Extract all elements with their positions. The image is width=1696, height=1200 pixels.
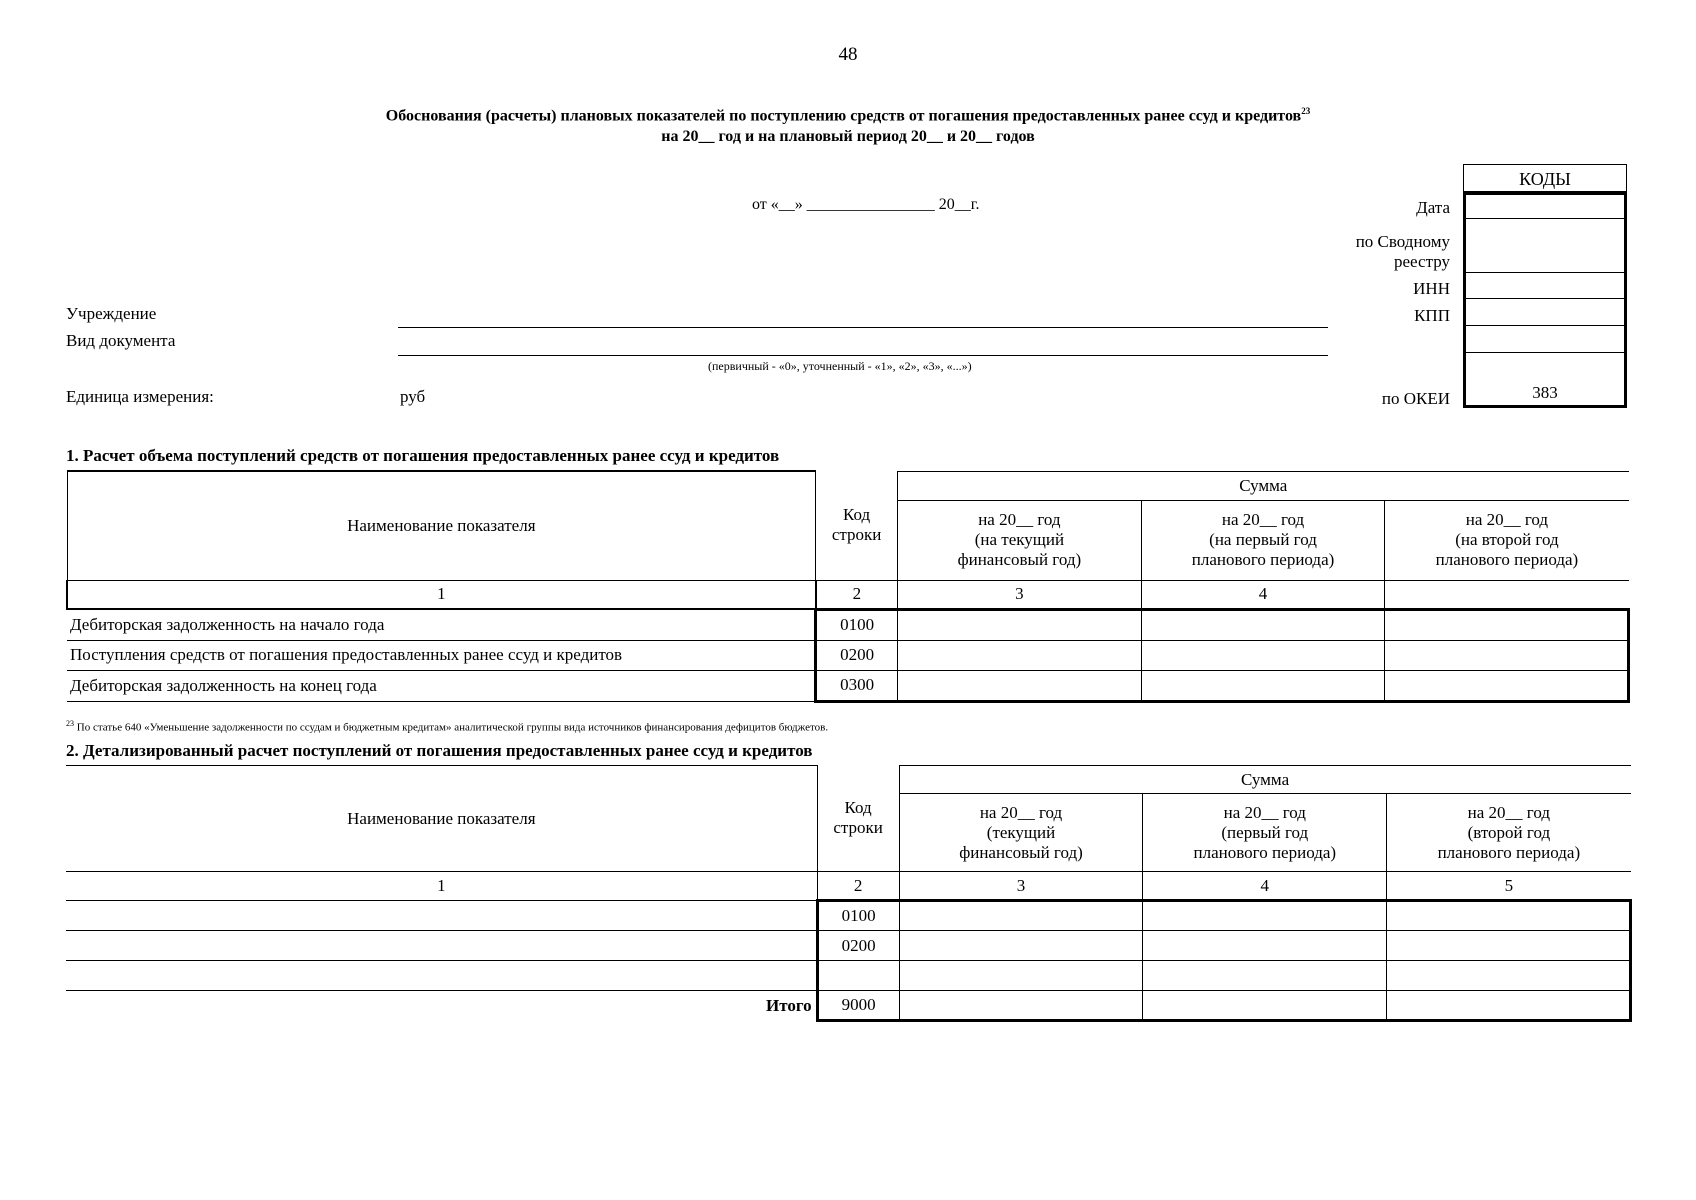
s1-y1-l1: на 20__ год xyxy=(978,510,1061,529)
s1-row1-v2[interactable] xyxy=(1141,609,1385,640)
s2-y3-l1: на 20__ год xyxy=(1467,802,1551,822)
s2-y3-l3: планового периода) xyxy=(1437,842,1581,862)
s2-num-4: 4 xyxy=(1143,872,1387,901)
code-kpp-cell[interactable] xyxy=(1463,299,1627,326)
s2-row3-code xyxy=(817,961,899,991)
s2-total-v2[interactable] xyxy=(1143,991,1387,1021)
s1-row1-v3[interactable] xyxy=(1385,609,1629,640)
s2-row2-v3[interactable] xyxy=(1387,931,1631,961)
s1-col-sum: Сумма xyxy=(898,471,1629,500)
s2-col-year3 xyxy=(1387,794,1631,872)
s1-row2-name: Поступления средств от погашения предоставленных ранее ссуд и кредитов xyxy=(67,640,816,670)
s1-row3-v3[interactable] xyxy=(1385,670,1629,701)
label-date: Дата xyxy=(1416,198,1450,217)
label-registry-1: по Сводному xyxy=(1355,232,1450,251)
s2-y1-l3: финансовый год) xyxy=(959,842,1083,862)
table-row xyxy=(67,670,1629,701)
s1-row2-v1[interactable] xyxy=(898,640,1142,670)
s1-col-year3 xyxy=(1385,500,1629,580)
s2-row2-v1[interactable] xyxy=(899,931,1143,961)
s2-row1-v1[interactable] xyxy=(899,901,1143,931)
s2-col-code-line1: Код xyxy=(844,798,872,818)
codes-box xyxy=(1463,164,1627,408)
s2-row3-v3[interactable] xyxy=(1387,961,1631,991)
s2-row1-name[interactable] xyxy=(66,901,817,931)
s1-col-year2 xyxy=(1141,500,1385,580)
s2-y2-l3: планового периода) xyxy=(1193,842,1337,862)
s2-col-numbers-row xyxy=(66,872,1631,901)
s1-col-year1 xyxy=(898,500,1142,580)
s1-row3-code: 0300 xyxy=(816,670,898,701)
s1-row1-v1[interactable] xyxy=(898,609,1142,640)
s2-row2-code: 0200 xyxy=(817,931,899,961)
s1-y3-l3: планового периода) xyxy=(1435,550,1579,569)
total-row xyxy=(66,991,1631,1021)
s1-row2-v3[interactable] xyxy=(1385,640,1629,670)
label-unit: Единица измерения: xyxy=(66,387,214,406)
title-footnote-mark: 23 xyxy=(1301,106,1311,116)
section2-table xyxy=(66,765,1632,1022)
code-okei-cell: 383 xyxy=(1463,353,1627,408)
s1-col-code-line1: Код xyxy=(843,505,871,525)
section2-title: 2. Детализированный расчет поступлений от погашения предоставленных ранее ссуд и кредитов xyxy=(66,741,813,760)
label-doc-type: Вид документа xyxy=(66,331,176,350)
code-doc-type-cell[interactable] xyxy=(1463,326,1627,353)
footnote-text: По статье 640 «Уменьшение задолженности по ссудам и бюджетным кредитам» аналитической группы вида источников финансирования дефицитов бюджетов. xyxy=(74,721,829,734)
s2-y2-l2: (первый год xyxy=(1221,822,1309,842)
section1-table xyxy=(66,470,1630,703)
s1-row1-name: Дебиторская задолженность на начало года xyxy=(67,609,816,640)
s2-y3-l2: (второй год xyxy=(1467,822,1551,842)
s2-y2-l1: на 20__ год xyxy=(1223,802,1306,822)
unit-value: руб xyxy=(400,387,426,406)
s1-row3-v1[interactable] xyxy=(898,670,1142,701)
s2-row2-v2[interactable] xyxy=(1143,931,1387,961)
s2-row1-code: 0100 xyxy=(817,901,899,931)
s1-num-5 xyxy=(1385,580,1629,609)
s2-row2-name[interactable] xyxy=(66,931,817,961)
s1-col-code xyxy=(816,471,898,580)
label-registry-2: реестру xyxy=(1394,252,1450,271)
s1-col-numbers-row xyxy=(67,580,1629,609)
s2-row3-v2[interactable] xyxy=(1143,961,1387,991)
codes-header: КОДЫ xyxy=(1463,164,1627,192)
s2-row3-v1[interactable] xyxy=(899,961,1143,991)
page-number: 48 xyxy=(838,44,858,65)
label-inn: ИНН xyxy=(1413,279,1450,298)
s2-total-v1[interactable] xyxy=(899,991,1143,1021)
footnote xyxy=(66,719,828,734)
s2-total-code: 9000 xyxy=(817,991,899,1021)
table-row xyxy=(67,640,1629,670)
document-title xyxy=(0,106,1696,125)
institution-line[interactable] xyxy=(398,327,1328,328)
doc-type-hint: (первичный - «0», уточненный - «1», «2», «3», «...») xyxy=(708,359,972,373)
s1-y3-l2: (на второй год xyxy=(1455,530,1559,549)
date-line: от «__» ________________ 20__г. xyxy=(752,196,980,213)
footnote-mark: 23 xyxy=(66,719,74,728)
code-inn-cell[interactable] xyxy=(1463,273,1627,299)
section1-title: 1. Расчет объема поступлений средств от погашения предоставленных ранее ссуд и кредитов xyxy=(66,446,780,465)
s1-row3-name: Дебиторская задолженность на конец года xyxy=(67,670,816,701)
s1-y1-l2: (на текущий xyxy=(974,530,1065,549)
label-kpp: КПП xyxy=(1414,306,1450,325)
s2-row1-v3[interactable] xyxy=(1387,901,1631,931)
label-okei: по ОКЕИ xyxy=(1381,389,1450,408)
table-row xyxy=(66,901,1631,931)
table-row xyxy=(67,609,1629,640)
s1-row2-code: 0200 xyxy=(816,640,898,670)
s2-col-code-line2: строки xyxy=(833,818,883,838)
s1-row3-v2[interactable] xyxy=(1141,670,1385,701)
label-institution: Учреждение xyxy=(66,304,157,323)
s1-col-name: Наименование показателя xyxy=(67,471,816,580)
s1-y2-l3: планового периода) xyxy=(1191,550,1335,569)
s2-num-2: 2 xyxy=(817,872,899,901)
code-registry-cell[interactable] xyxy=(1463,219,1627,273)
s2-num-5: 5 xyxy=(1387,872,1631,901)
table-row xyxy=(66,961,1631,991)
title-line-2: на 20__ год и на плановый период 20__ и 20__ годов xyxy=(661,128,1035,145)
s1-num-1: 1 xyxy=(67,580,816,609)
code-date-cell[interactable] xyxy=(1463,192,1627,219)
s1-y3-l1: на 20__ год xyxy=(1465,510,1549,529)
s2-col-code xyxy=(817,766,899,872)
s2-num-3: 3 xyxy=(899,872,1143,901)
s2-y1-l1: на 20__ год xyxy=(979,802,1063,822)
s1-row2-v2[interactable] xyxy=(1141,640,1385,670)
doc-type-line[interactable] xyxy=(398,355,1328,356)
s2-total-v3[interactable] xyxy=(1387,991,1631,1021)
s1-col-code-line2: строки xyxy=(831,525,882,545)
s1-row1-code: 0100 xyxy=(816,609,898,640)
s2-num-1: 1 xyxy=(66,872,817,901)
s1-num-2: 2 xyxy=(816,580,898,609)
s1-y2-l2: (на первый год xyxy=(1209,530,1317,549)
table-row xyxy=(66,931,1631,961)
s2-col-year1 xyxy=(899,794,1143,872)
s2-row1-v2[interactable] xyxy=(1143,901,1387,931)
s1-y1-l3: финансовый год) xyxy=(957,550,1082,569)
s2-col-sum: Сумма xyxy=(899,766,1630,794)
s1-num-4: 4 xyxy=(1141,580,1385,609)
s1-num-3: 3 xyxy=(898,580,1142,609)
s2-col-name: Наименование показателя xyxy=(66,766,817,872)
s2-y1-l2: (текущий xyxy=(986,822,1056,842)
s1-y2-l1: на 20__ год xyxy=(1221,510,1305,529)
s2-col-year2 xyxy=(1143,794,1387,872)
title-line-1: Обоснования (расчеты) плановых показателей по поступлению средств от погашения предоставленных ранее ссуд и кредитов xyxy=(385,107,1302,125)
s2-row3-name[interactable] xyxy=(66,961,817,991)
s2-total-label: Итого xyxy=(766,995,812,1015)
